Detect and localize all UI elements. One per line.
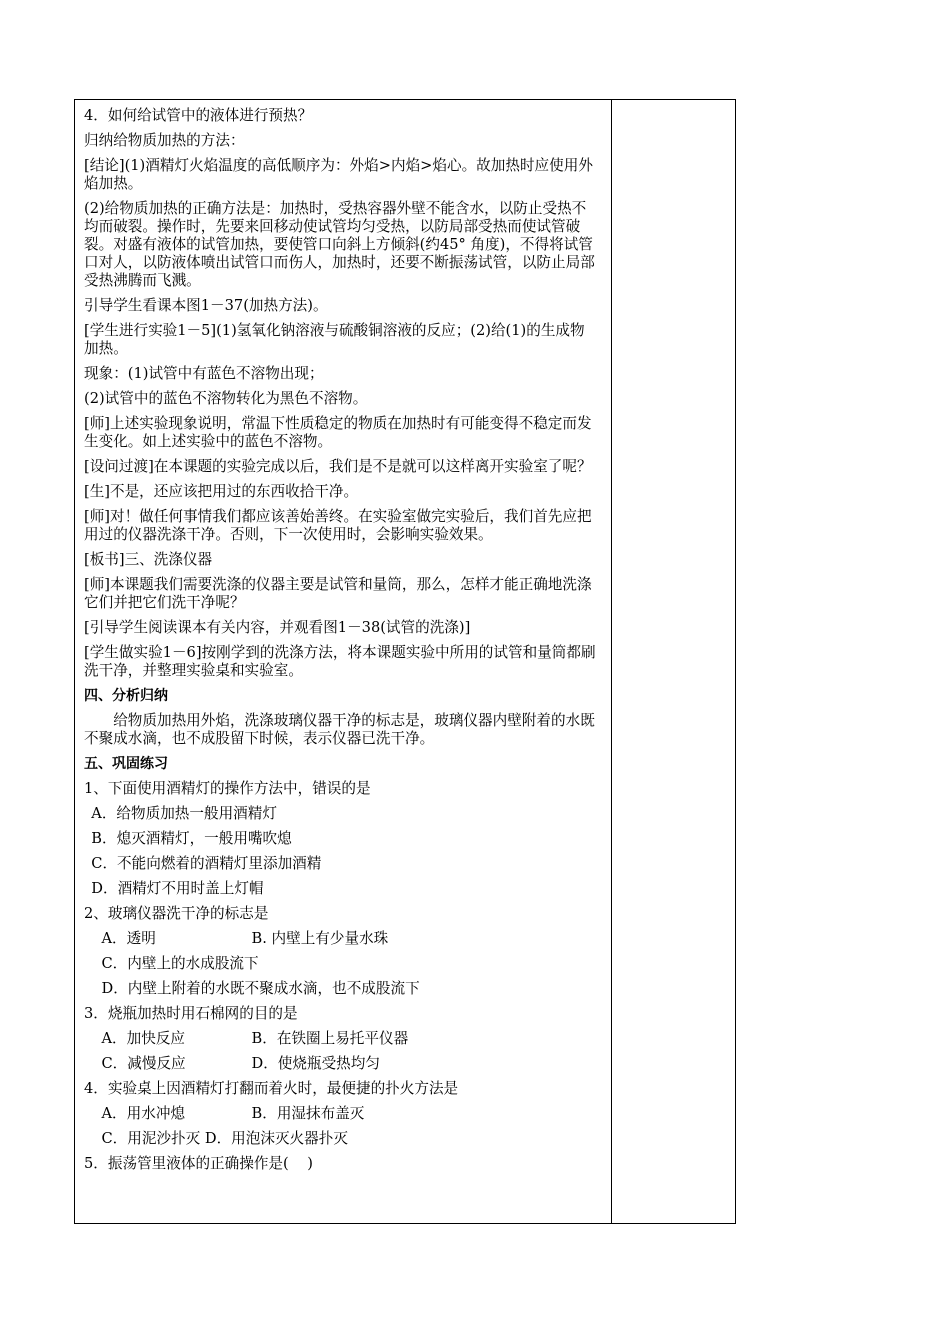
- option: B．熄灭酒精灯，一般用嘴吹熄: [91, 830, 292, 847]
- question: 5．振荡管里液体的正确操作是( ): [84, 1155, 313, 1172]
- section-heading: 四、分析归纳: [84, 688, 168, 704]
- option: C．内壁上的水成股流下: [101, 955, 259, 972]
- text-line: 4．如何给试管中的液体进行预热？: [84, 107, 313, 124]
- option-row: [84, 930, 599, 948]
- text-line: [师]对！做任何事情我们都应该善始善终。在实验室做完实验后，我们首先应把用过的仪器洗涤干净。否则，下一次使用时，会影响实验效果。: [84, 508, 592, 543]
- option-row: [84, 1105, 599, 1123]
- option: A．用水冲熄: [101, 1105, 186, 1122]
- text-line: [学生进行实验1－5](1)氢氧化钠溶液与硫酸铜溶液的反应；(2)给(1)的生成物加热。: [84, 322, 585, 357]
- text-line: (2)试管中的蓝色不溶物转化为黑色不溶物。: [84, 390, 368, 407]
- question: 1、下面使用酒精灯的操作方法中，错误的是: [84, 780, 371, 797]
- option: B. 内壁上有少量水珠: [251, 930, 389, 947]
- text-line: 现象：(1)试管中有蓝色不溶物出现；: [84, 365, 324, 382]
- text-line: (2)给物质加热的正确方法是：加热时，受热容器外壁不能含水，以防止受热不均而破裂。操作时，先要来回移动使试管均匀受热，以防局部受热而使试管破裂。对盛有液体的试管加热，要使管口向斜上方倾斜(约45° 角度)，不得将试管口对人，以防液体喷出试管口而伤人，加热时，还要不断振荡试管，以防止局部受热沸腾而飞溅。: [84, 200, 595, 289]
- option-row: [84, 1030, 599, 1048]
- text-line: 引导学生看课本图1－37(加热方法)。: [84, 297, 328, 314]
- option-row: [84, 1055, 599, 1073]
- text-line: [生]不是，还应该把用过的东西收拾干净。: [84, 483, 359, 500]
- text-line: [学生做实验1－6]按刚学到的洗涤方法，将本课题实验中所用的试管和量筒都刷洗干净，并整理实验桌和实验室。: [84, 644, 596, 679]
- column-divider: [611, 100, 612, 1223]
- text-line: [引导学生阅读课本有关内容，并观看图1－38(试管的洗涤)]: [84, 619, 471, 636]
- option: A．给物质加热一般用酒精灯: [91, 805, 277, 822]
- option: C．用泥沙扑灭 D．用泡沫灭火器扑灭: [101, 1130, 348, 1147]
- question: 2、玻璃仪器洗干净的标志是: [84, 905, 269, 922]
- lesson-content: [84, 107, 599, 1180]
- question: 3．烧瓶加热时用石棉网的目的是: [84, 1005, 298, 1022]
- text-line: [师]本课题我们需要洗涤的仪器主要是试管和量筒，那么，怎样才能正确地洗涤它们并把它们洗干净呢？: [84, 576, 592, 611]
- text-line: 归纳给物质加热的方法：: [84, 132, 245, 149]
- option: B．在铁圈上易托平仪器: [251, 1030, 409, 1047]
- summary-text: 给物质加热用外焰，洗涤玻璃仪器干净的标志是，玻璃仪器内壁附着的水既不聚成水滴，也不成股留下时候，表示仪器已洗干净。: [84, 712, 595, 747]
- text-line: [结论](1)酒精灯火焰温度的高低顺序为：外焰>内焰>焰心。故加热时应使用外焰加热。: [84, 157, 593, 192]
- option: A．透明: [101, 930, 156, 947]
- question: 4．实验桌上因酒精灯打翻而着火时，最便捷的扑火方法是: [84, 1080, 459, 1097]
- option: D．内壁上附着的水既不聚成水滴，也不成股流下: [101, 980, 420, 997]
- text-line: [设问过渡]在本课题的实验完成以后，我们是不是就可以这样离开实验室了呢？: [84, 458, 592, 475]
- option: B．用湿抹布盖灭: [251, 1105, 365, 1122]
- option: C．减慢反应: [101, 1055, 186, 1072]
- section-heading: 五、巩固练习: [84, 756, 168, 772]
- option: A．加快反应: [101, 1030, 186, 1047]
- text-line: [板书]三、洗涤仪器: [84, 551, 213, 568]
- text-line: [师]上述实验现象说明，常温下性质稳定的物质在加热时有可能变得不稳定而发生变化。如上述实验中的蓝色不溶物。: [84, 415, 592, 450]
- option: D．使烧瓶受热均匀: [251, 1055, 380, 1072]
- option: C．不能向燃着的酒精灯里添加酒精: [91, 855, 322, 872]
- option: D．酒精灯不用时盖上灯帽: [91, 880, 264, 897]
- lesson-table: [74, 99, 736, 1224]
